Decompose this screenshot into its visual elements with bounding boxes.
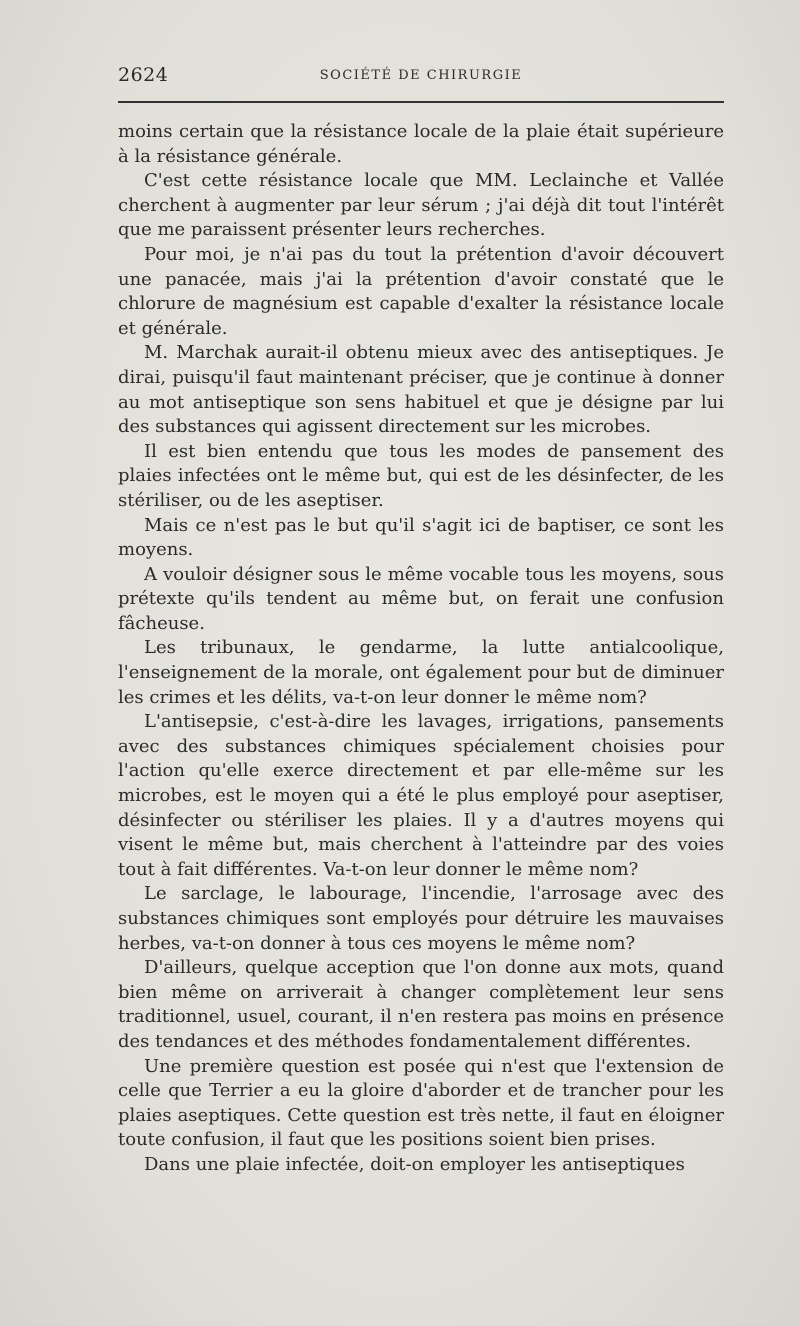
paragraph: Pour moi, je n'ai pas du tout la prétention d'avoir découvert une panacée, mais j'ai la prétention d'avoir constaté que le chlorure de magnésium est capable d'exalter la résistance locale et générale.	[118, 243, 724, 339]
paragraph: C'est cette résistance locale que MM. Leclainche et Vallée cherchent à augmenter par leur sérum ; j'ai déjà dit tout l'intérêt que me paraissent présenter leurs recherches.	[118, 170, 724, 241]
running-title: SOCIÉTÉ DE CHIRURGIE	[319, 68, 523, 83]
paragraph: Dans une plaie infectée, doit-on employer les antiseptiques	[144, 1153, 685, 1175]
paragraph: Une première question est posée qui n'est que l'extension de celle que Terrier a eu la gloire d'aborder et de trancher pour les plaies aseptiques. Cette question est très nette, il faut en éloigner toute confusion, il faut que les positions soient bien prises.	[118, 1055, 724, 1151]
body-text	[118, 120, 724, 1178]
page-header	[118, 62, 724, 92]
page-number: 2624	[118, 64, 169, 86]
header-rule	[118, 101, 724, 103]
paragraph: M. Marchak aurait-il obtenu mieux avec des antiseptiques. Je dirai, puisqu'il faut maintenant préciser, que je continue à donner au mot antiseptique son sens habituel et que je désigne par lui des substances qui agissent directement sur les microbes.	[118, 342, 724, 438]
paragraph: L'antisepsie, c'est-à-dire les lavages, irrigations, pansements avec des substances chimiques spécialement choisies pour l'action qu'elle exerce directement et par elle-même sur les microbes, est le moyen qui a été le plus employé pour aseptiser, désinfecter ou stériliser les plaies. Il y a d'autres moyens qui visent le même but, mais cherchent à l'atteindre par des voies tout à fait différentes. Va-t-on leur donner le même nom?	[118, 711, 724, 880]
paragraph: A vouloir désigner sous le même vocable tous les moyens, sous prétexte qu'ils tendent au même but, on ferait une confusion fâcheuse.	[118, 563, 724, 634]
paragraph: Les tribunaux, le gendarme, la lutte antialcoolique, l'enseignement de la morale, ont également pour but de diminuer les crimes et les délits, va-t-on leur donner le même nom?	[118, 637, 724, 708]
paragraph: Le sarclage, le labourage, l'incendie, l'arrosage avec des substances chimiques sont employés pour détruire les mauvaises herbes, va-t-on donner à tous ces moyens le même nom?	[118, 883, 724, 954]
paragraph: moins certain que la résistance locale de la plaie était supérieure à la résistance générale.	[118, 121, 724, 167]
paragraph: Mais ce n'est pas le but qu'il s'agit ici de baptiser, ce sont les moyens.	[118, 514, 724, 561]
paragraph: D'ailleurs, quelque acception que l'on donne aux mots, quand bien même on arriverait à changer complètement leur sens traditionnel, usuel, courant, il n'en restera pas moins en présence des tendances et des méthodes fondamentalement différentes.	[118, 957, 724, 1052]
paragraph: Il est bien entendu que tous les modes de pansement des plaies infectées ont le même but, qui est de les désinfecter, de les stériliser, ou de les aseptiser.	[118, 440, 724, 511]
